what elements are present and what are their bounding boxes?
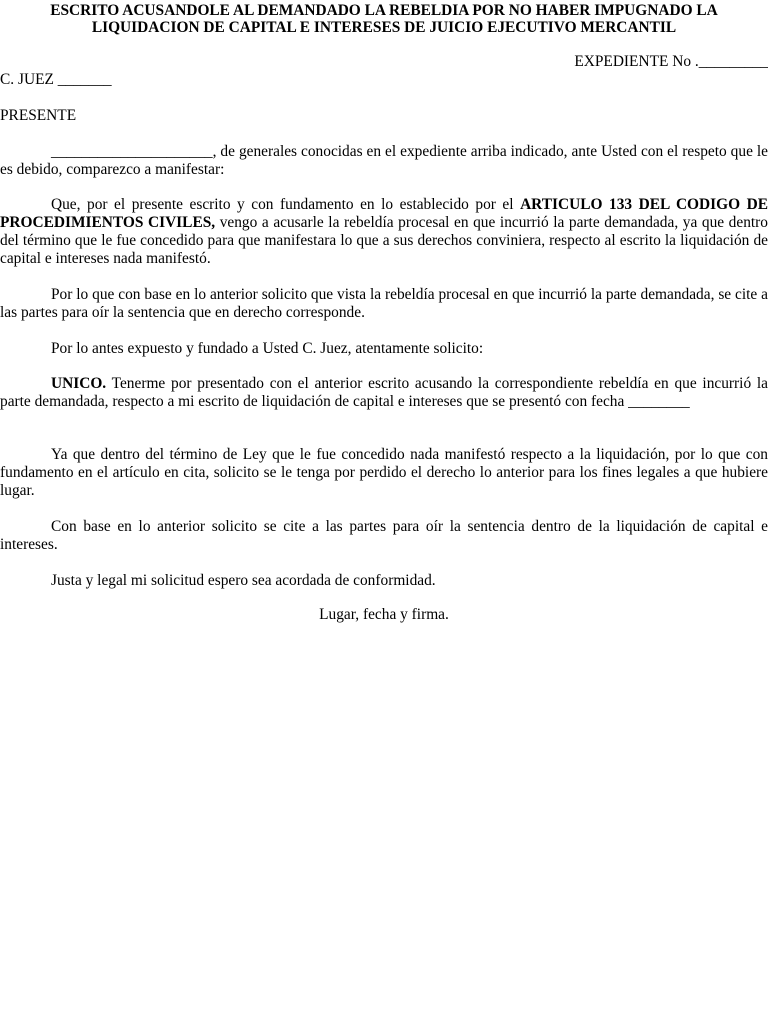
presente-label: PRESENTE [0,107,77,124]
document-title-line-1: ESCRITO ACUSANDOLE AL DEMANDADO LA REBELDIA POR NO HABER IMPUGNADO LA [50,2,718,19]
document-title-line-2: LIQUIDACION DE CAPITAL E INTERESES DE JUICIO EJECUTIVO MERCANTIL [91,19,677,36]
judge-salutation: C. JUEZ _______ [0,71,112,88]
paragraph-term: Ya que dentro del término de Ley que le fue concedido nada manifestó respecto a la liquidación, por lo que con fundamento en el artículo en cita, solicito se le tenga por perdido el derecho lo anterior para los fines legales a que hubiere lugar. [0,446,768,499]
paragraph-unico [0,375,768,411]
paragraph-request: Por lo que con base en lo anterior solicito que vista la rebeldía procesal en que incurrió la parte demandada, se cite a las partes para oír la sentencia que en derecho corresponde. [0,286,768,321]
paragraph-closing-request: Justa y legal mi solicitud espero sea acordada de conformidad. [51,572,436,589]
signature-line: Lugar, fecha y firma. [319,606,449,623]
unico-label: UNICO. [51,375,107,392]
article-reference: ARTICULO 133 DEL CODIGO DE PROCEDIMIENTOS CIVILES, [0,196,768,231]
paragraph-legal-basis-start: Que, por el presente escrito y con fundamento en lo establecido por el [51,196,521,213]
paragraph-legal-basis [0,196,768,268]
expediente-number: EXPEDIENTE No ._________ [574,53,768,70]
paragraph-legal-basis-end: vengo a acusarle la rebeldía procesal en que incurrió la parte demandada, ya que dentro del término que le fue concedido para que manifestara lo que a sus derechos conviniera, respecto al escrito la liquidación de capital e intereses nada manifestó. [0,214,768,267]
paragraph-appearance: _____________________, de generales conocidas en el expediente arriba indicado, ante Usted con el respeto que le es debido, comparezco a manifestar: [0,143,768,178]
document-title [0,2,768,36]
unico-text: Tenerme por presentado con el anterior escrito acusando la correspondiente rebeldía en que incurrió la parte demandada, respecto a mi escrito de liquidación de capital e intereses que se presentó con fecha ________ [0,375,768,410]
paragraph-petition-intro: Por lo antes expuesto y fundado a Usted C. Juez, atentamente solicito: [51,340,484,357]
paragraph-citation: Con base en lo anterior solicito se cite a las partes para oír la sentencia dentro de la liquidación de capital e intereses. [0,518,768,553]
